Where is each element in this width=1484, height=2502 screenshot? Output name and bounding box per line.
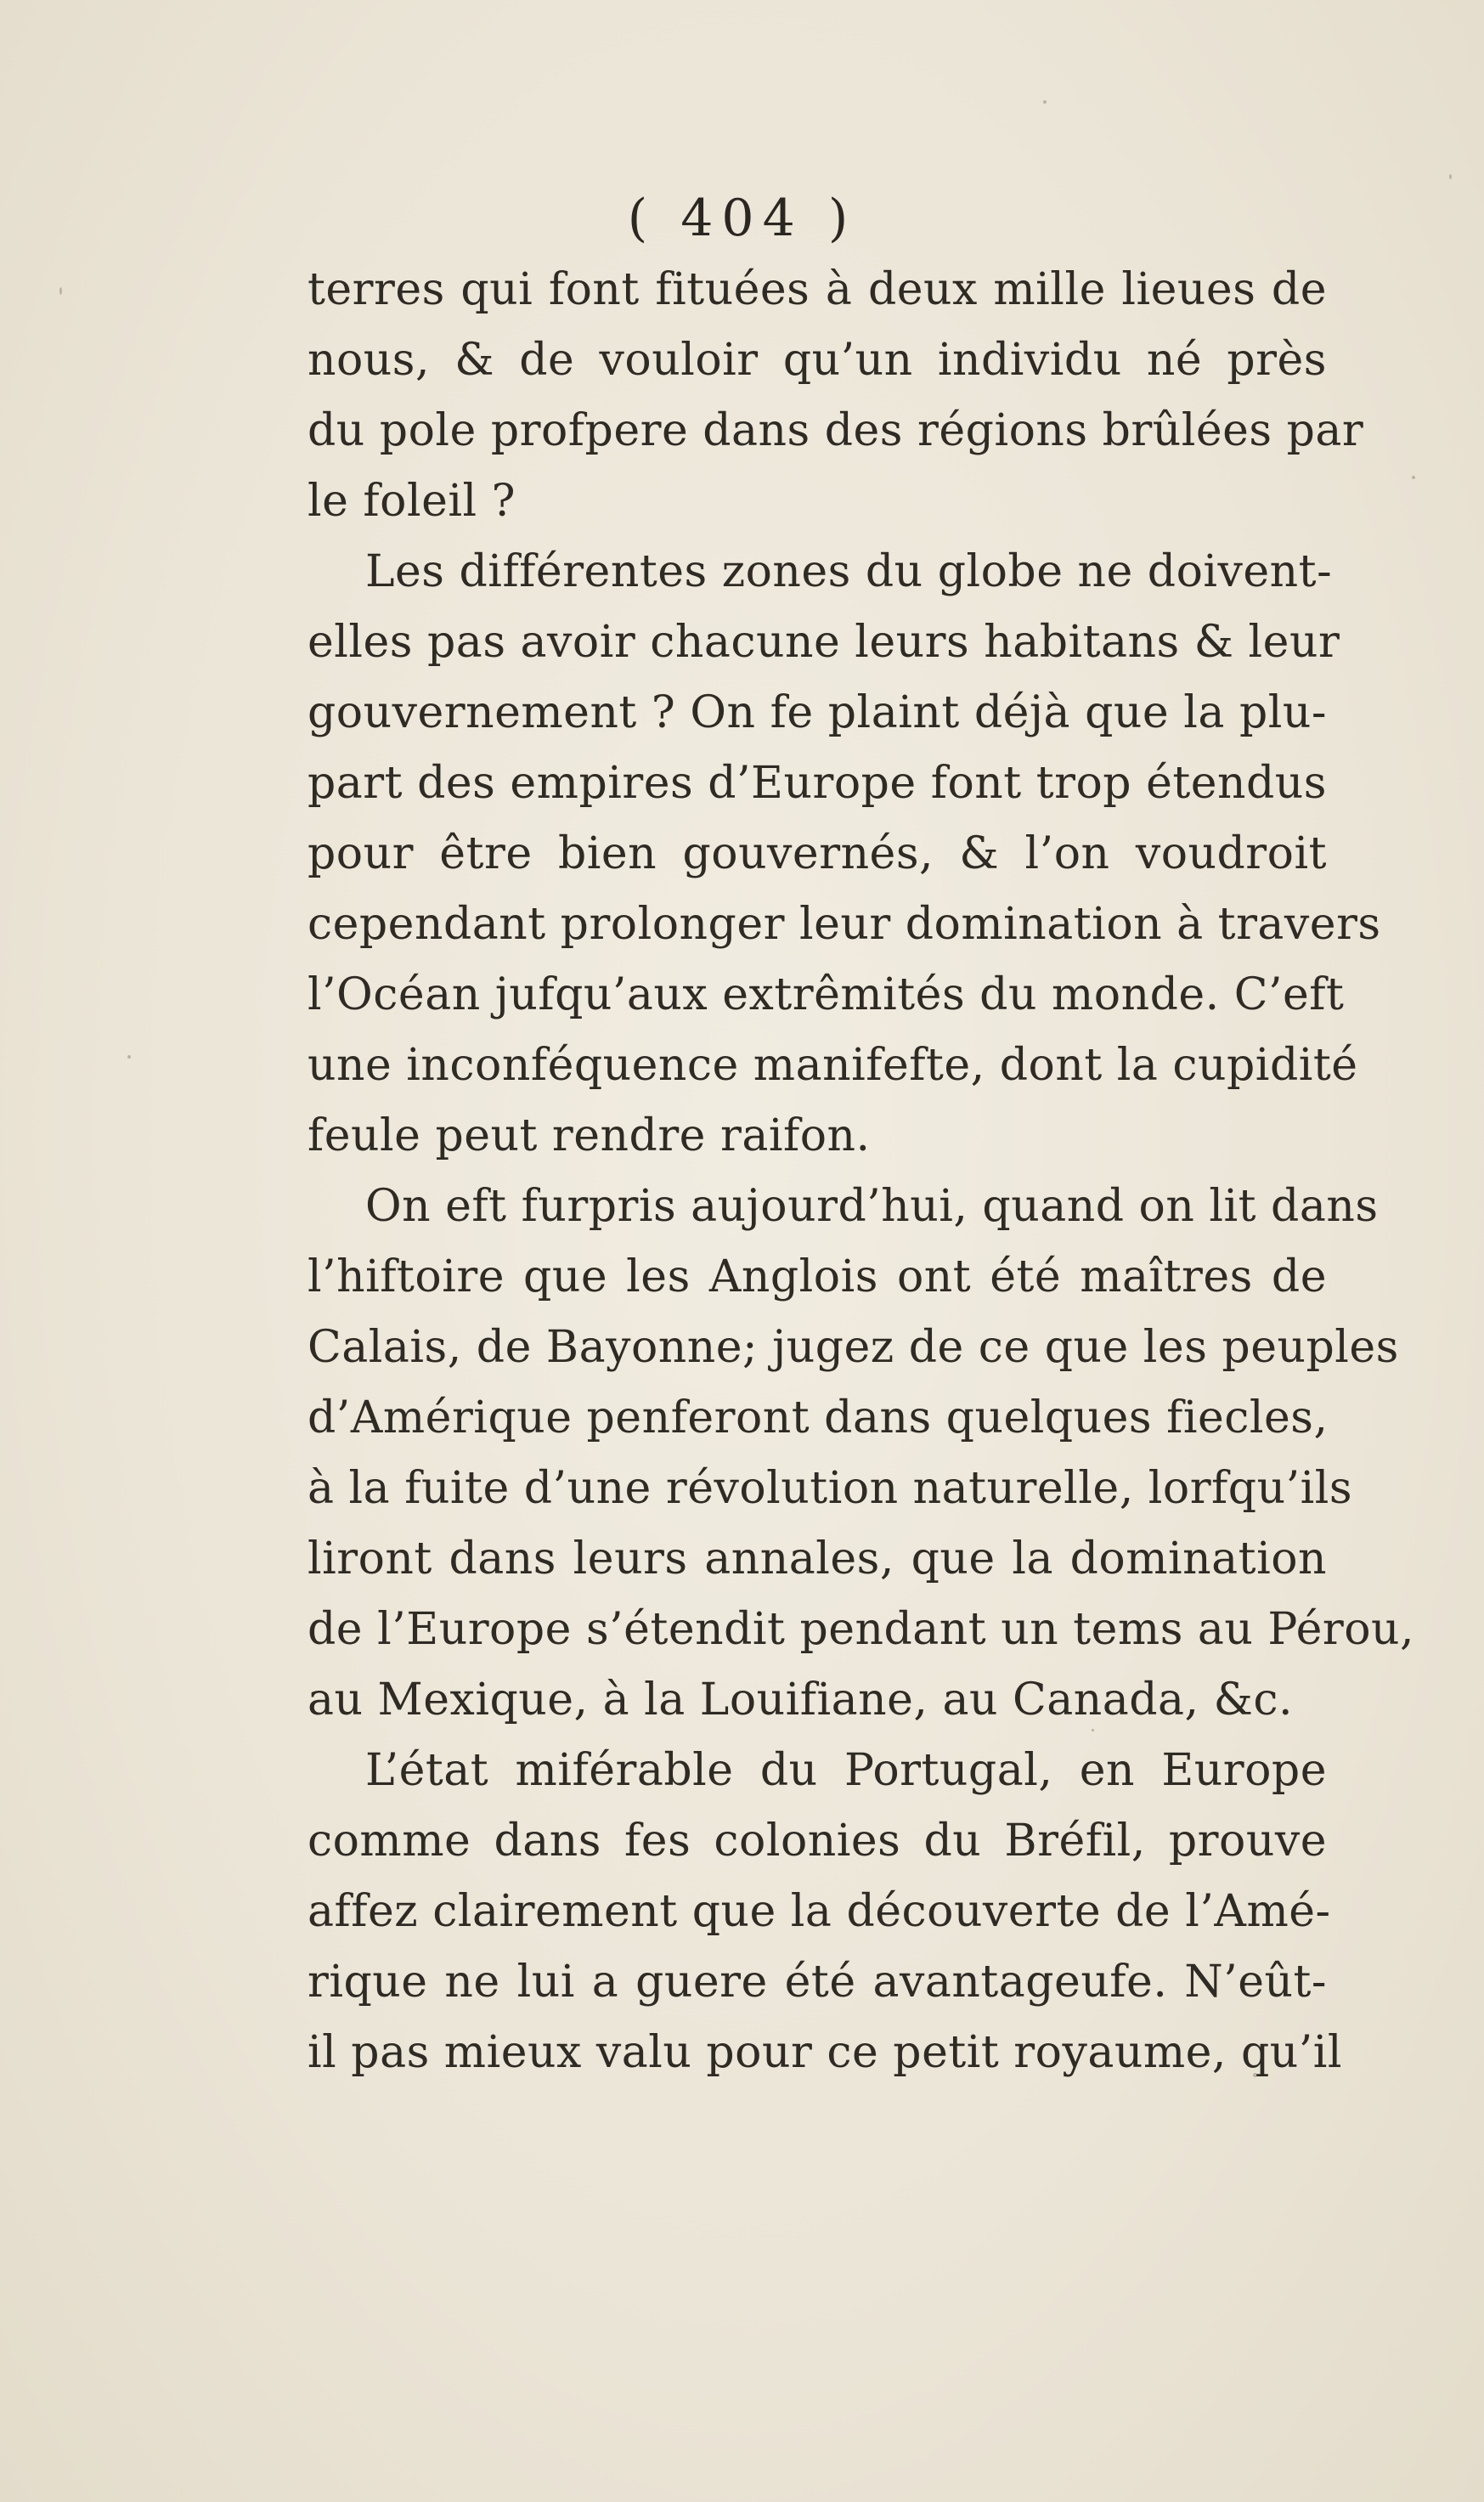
- text-line: rique ne lui a guere été avantageufe. N’eût-: [308, 1957, 1327, 2008]
- text-line: comme dans fes colonies du Bréfil, prouve: [308, 1816, 1327, 1867]
- text-line: au Mexique, à la Louifiane, au Canada, &c.: [308, 1675, 1294, 1725]
- text-line: feule peut rendre raifon.: [308, 1110, 871, 1161]
- text-line: il pas mieux valu pour ce petit royaume, qu’il: [308, 2027, 1343, 2078]
- text-line: du pole profpere dans des régions brûlées par: [308, 405, 1364, 456]
- text-line: d’Amérique penferont dans quelques fiecles,: [308, 1392, 1329, 1443]
- text-line: affez clairement que la découverte de l’Amé-: [308, 1886, 1331, 1937]
- text-line: cependant prolonger leur domination à travers: [308, 899, 1381, 950]
- text-line: le foleil ?: [308, 476, 516, 527]
- text-line: de l’Europe s’étendit pendant un tems au Pérou,: [308, 1604, 1415, 1655]
- text-line: L’état miférable du Portugal, en Europe: [365, 1745, 1327, 1796]
- text-line: pour être bien gouvernés, & l’on voudroit: [308, 828, 1327, 879]
- text-line: Les différentes zones du globe ne doivent-: [365, 546, 1333, 597]
- text-line: elles pas avoir chacune leurs habitans & leur: [308, 617, 1340, 668]
- text-line: liront dans leurs annales, que la domination: [308, 1533, 1327, 1584]
- page-number: ( 404 ): [627, 189, 857, 248]
- body-text: [308, 255, 1415, 2088]
- text-line: part des empires d’Europe font trop étendus: [308, 758, 1327, 809]
- text-line: gouvernement ? On fe plaint déjà que la plu-: [308, 687, 1327, 738]
- text-line: l’Océan jufqu’aux extrêmités du monde. C’eft: [308, 969, 1345, 1020]
- text-line: l’hiftoire que les Anglois ont été maîtres de: [308, 1251, 1327, 1302]
- text-line: On eft furpris aujourd’hui, quand on lit dans: [365, 1181, 1379, 1232]
- text-line: à la fuite d’une révolution naturelle, lorfqu’ils: [308, 1463, 1353, 1514]
- text-line: nous, & de vouloir qu’un individu né près: [308, 335, 1327, 386]
- text-line: Calais, de Bayonne; jugez de ce que les peuples: [308, 1322, 1399, 1373]
- text-line: une inconféquence manifefte, dont la cupidité: [308, 1040, 1358, 1091]
- text-line: terres qui font fituées à deux mille lieues de: [308, 264, 1327, 315]
